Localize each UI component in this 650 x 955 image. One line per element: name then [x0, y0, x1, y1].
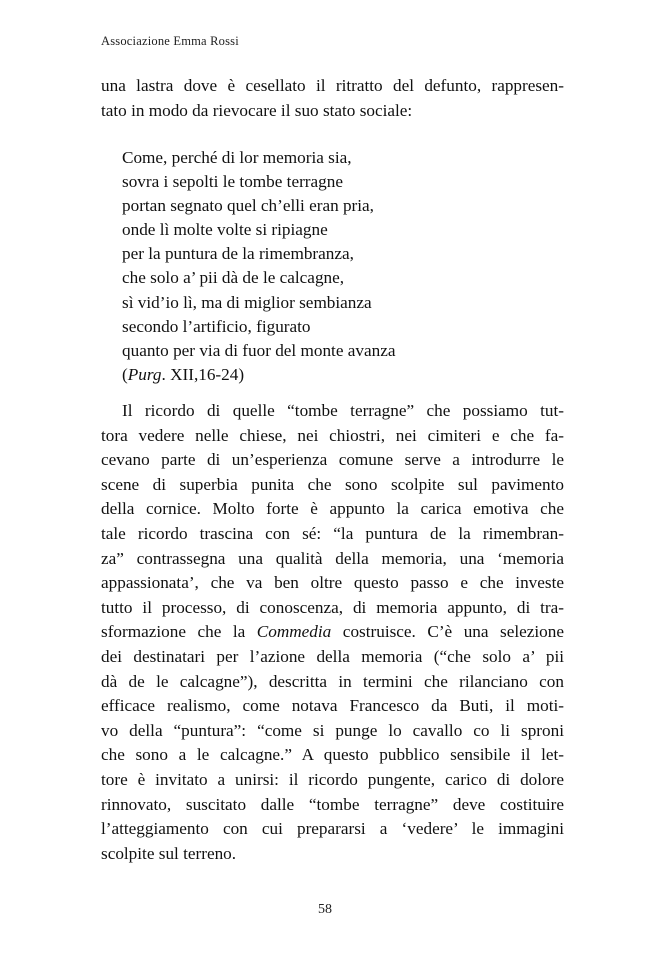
text-line: della cornice. Molto forte è appunto la carica emotiva che	[101, 499, 564, 519]
verse-line: portan segnato quel ch’elli eran pria,	[122, 196, 374, 216]
citation-reference: . XII,16-24)	[161, 364, 245, 384]
running-header: Associazione Emma Rossi	[101, 34, 239, 48]
verse-line: che solo a’ pii dà de le calcagne,	[122, 268, 345, 288]
text-line: scene di superbia punita che sono scolpite sul pavimento	[101, 474, 564, 494]
text-line: tore è invitato a unirsi: il ricordo pungente, carico di dolore	[101, 769, 564, 789]
verse-line: sì vid’io lì, ma di miglior sembianza	[122, 292, 372, 312]
verse-line: quanto per via di fuor del monte avanza	[122, 340, 396, 360]
text-line: cevano parte di un’esperienza comune serve a introdurre le	[101, 450, 564, 470]
text-line: dà de le calcagne”), descritta in termini che rilanciano con	[101, 671, 564, 691]
text-line: Il ricordo di quelle “tombe terragne” che possiamo tut-	[122, 401, 564, 420]
work-title: Commedia	[256, 622, 332, 642]
page-number: 58	[318, 902, 332, 917]
text-line: una lastra dove è cesellato il ritratto del defunto, rappresen-	[101, 76, 564, 95]
verse-line: onde lì molte volte si ripiagne	[122, 220, 328, 240]
verse-line: Come, perché di lor memoria sia,	[122, 148, 352, 167]
text-line	[101, 620, 564, 645]
paragraph-intro	[101, 74, 564, 123]
verse-line: sovra i sepolti le tombe terragne	[122, 172, 343, 192]
paragraph-commentary	[101, 399, 564, 866]
text-line: rinnovato, suscitato dalle “tombe terragne” deve costituire	[101, 794, 564, 814]
text-line: tutto il processo, di conoscenza, di memoria appunto, di tra-	[101, 597, 564, 617]
text-line: appassionata’, che va ben oltre questo passo e che investe	[101, 573, 564, 593]
text-line: l’atteggiamento con cui prepararsi a ‘vedere’ le immagini	[101, 819, 564, 839]
text-line: za” contrassegna una qualità della memoria, una ‘memoria	[101, 548, 564, 568]
text-line: efficace realismo, come notava Francesco da Buti, il moti-	[101, 696, 564, 716]
verse-line: per la puntura de la rimembranza,	[122, 244, 354, 264]
text-line: che sono a le calcagne.” A questo pubblico sensibile il let-	[101, 745, 564, 765]
citation-work-title: Purg	[127, 364, 162, 384]
text-line: dei destinatari per l’azione della memoria (“che solo a’ pii	[101, 646, 564, 666]
text-line: tale ricordo trascina con sé: “la puntura de la rimembran-	[101, 523, 564, 543]
text-segment: sformazione che la	[101, 622, 257, 642]
text-line: scolpite sul terreno.	[101, 843, 237, 863]
citation-open: (	[122, 364, 128, 384]
text-line: tato in modo da rievocare il suo stato sociale:	[101, 100, 413, 120]
text-segment: costruisce. C’è una selezione	[331, 622, 564, 642]
verse-citation	[122, 363, 395, 387]
verse-quotation	[122, 146, 395, 387]
verse-line: secondo l’artificio, figurato	[122, 316, 311, 336]
text-line: vo della “puntura”: “come si punge lo cavallo co li sproni	[101, 720, 564, 740]
text-line: tora vedere nelle chiese, nei chiostri, nei cimiteri e che fa-	[101, 425, 564, 445]
